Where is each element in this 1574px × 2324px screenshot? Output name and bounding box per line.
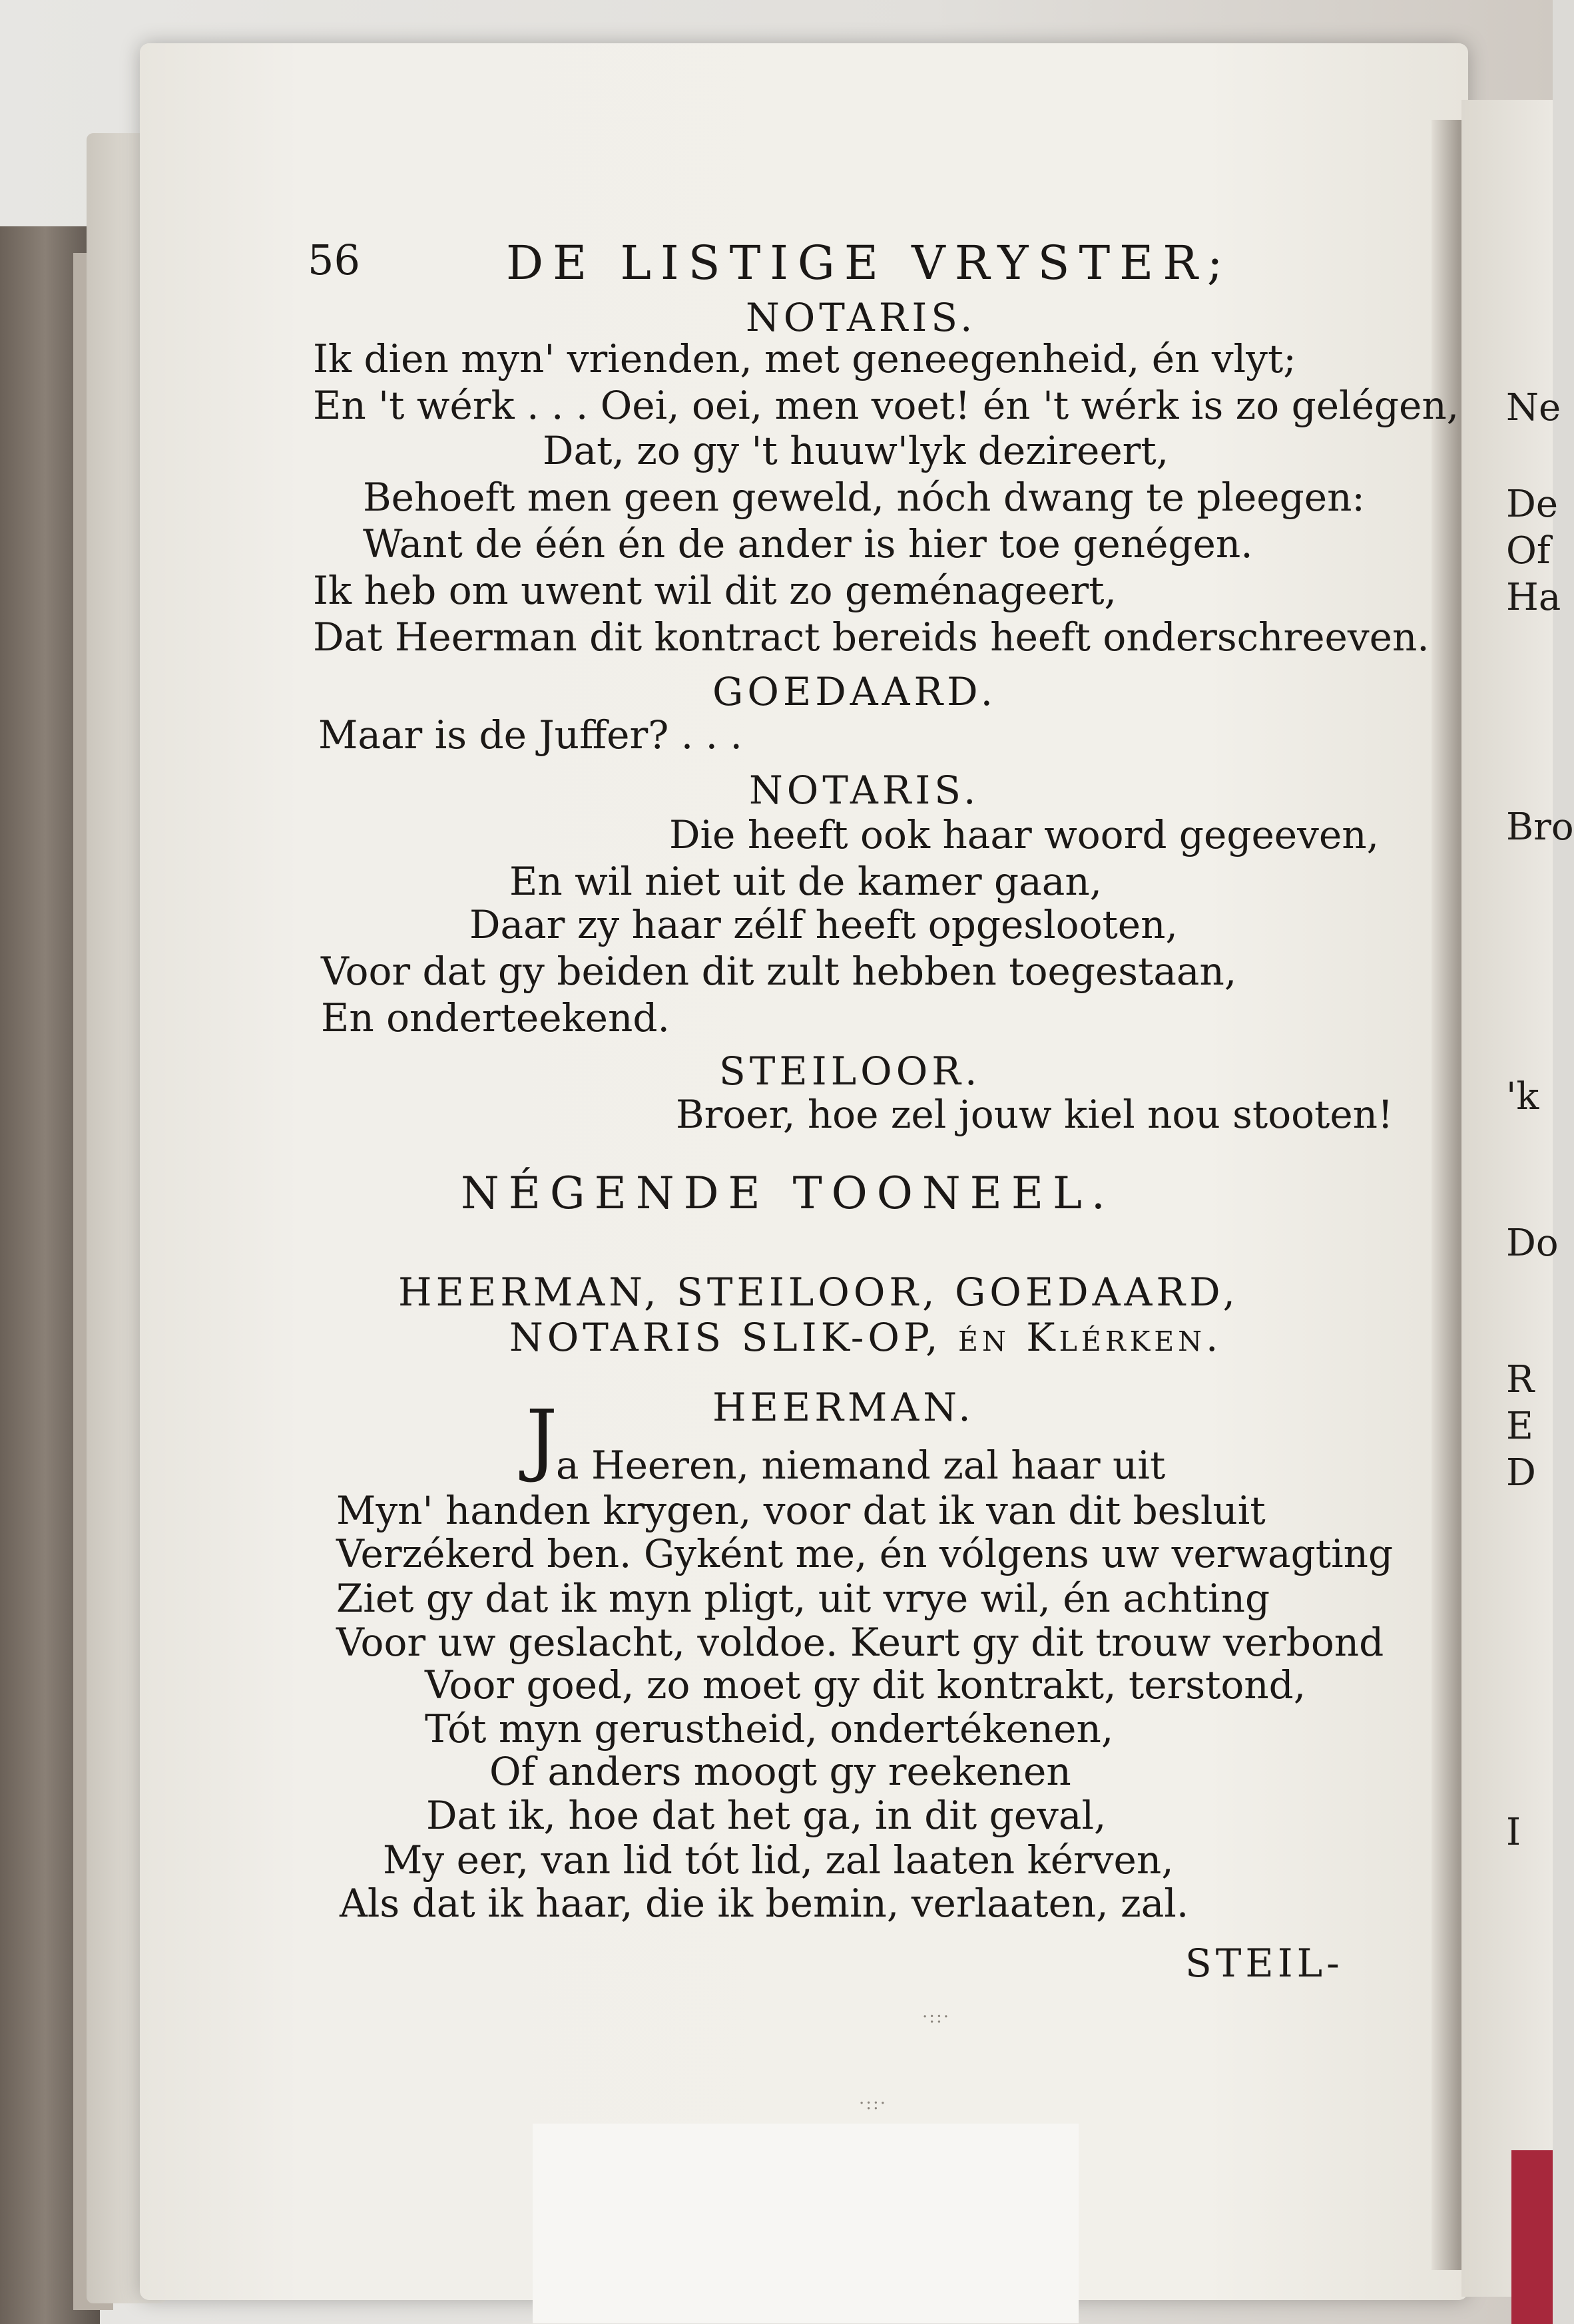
verse-line: Of anders moogt gy reekenen	[489, 1749, 1071, 1794]
speaker-label: GOEDAARD.	[712, 669, 997, 714]
verse-line: Voor uw geslacht, voldoe. Keurt gy dit trouw verbond	[336, 1620, 1384, 1665]
verse-line: Ik heb om uwent wil dit zo geménageert,	[313, 568, 1117, 613]
facing-fragment: R	[1506, 1358, 1535, 1401]
verse-line: Ik dien myn' vrienden, met geneegenheid, én vlyt;	[313, 336, 1296, 381]
catchword: STEIL-	[1185, 1941, 1344, 1986]
speaker-label: NOTARIS.	[746, 295, 977, 340]
verse-line: Daar zy haar zélf heeft opgeslooten,	[469, 902, 1178, 947]
facing-fragment: E	[1506, 1405, 1533, 1448]
facing-fragment: I	[1506, 1811, 1521, 1854]
ornament-mark: ·::·	[859, 2094, 888, 2114]
verse-line: En wil niet uit de kamer gaan,	[509, 859, 1103, 904]
verse-line: En onderteekend.	[321, 995, 670, 1041]
verse-line: a Heeren, niemand zal haar uit	[556, 1443, 1166, 1488]
verse-line: Myn' handen krygen, voor dat ik van dit besluit	[336, 1488, 1266, 1533]
verse-line: Broer, hoe zel jouw kiel nou stooten!	[676, 1092, 1394, 1137]
facing-fragment: De	[1506, 483, 1559, 526]
speaker-label: HEERMAN.	[712, 1385, 975, 1430]
ornament-mark: ·::·	[922, 2007, 951, 2027]
running-head: DE LISTIGE VRYSTER;	[506, 236, 1232, 290]
verse-line: Behoeft men geen geweld, nóch dwang te pleegen:	[363, 475, 1365, 520]
verse-line: Verzékerd ben. Gyként me, én vólgens uw verwagting	[336, 1531, 1394, 1576]
page-number: 56	[308, 236, 360, 284]
verse-line: Die heeft ook haar woord gegeeven,	[669, 812, 1380, 857]
verse-line: Tót myn gerustheid, ondertékenen,	[425, 1706, 1114, 1751]
verse-line: Als dat ik haar, die ik bemin, verlaaten, zal.	[340, 1881, 1189, 1926]
speaker-label: STEILOOR.	[719, 1048, 981, 1094]
speaker-label: NOTARIS.	[749, 768, 980, 813]
drop-cap: J	[526, 1393, 558, 1485]
facing-fragment: 'k	[1506, 1075, 1539, 1118]
facing-fragment: D	[1506, 1451, 1536, 1495]
verse-line: En 't wérk . . . Oei, oei, men voet! én 't wérk is zo gelégen,	[313, 383, 1459, 428]
verse-line: Dat, zo gy 't huuw'lyk dezireert,	[543, 428, 1169, 473]
facing-fragment: Bro	[1506, 806, 1574, 849]
facing-fragment: Of	[1506, 529, 1551, 573]
verse-line: Want de één én de ander is hier toe genégen.	[363, 521, 1253, 567]
verse-line: Dat ik, hoe dat het ga, in dit geval,	[426, 1793, 1107, 1838]
verse-line: Ziet gy dat ik myn pligt, uit vrye wil, én achting	[336, 1576, 1270, 1621]
verse-line: Dat Heerman dit kontract bereids heeft onderschreeven.	[313, 614, 1430, 660]
scene-heading: NÉGENDE TOONEEL.	[461, 1168, 1115, 1219]
cast-list: NOTARIS SLIK-OP, én Klérken.	[509, 1315, 1222, 1360]
facing-fragment: Ha	[1506, 576, 1561, 619]
facing-fragment: Ne	[1506, 386, 1561, 429]
cast-list: HEERMAN, STEILOOR, GOEDAARD,	[398, 1270, 1239, 1315]
facing-fragment: Do	[1506, 1222, 1559, 1265]
verse-line: Maar is de Juffer? . . .	[318, 712, 742, 758]
verse-line: Voor dat gy beiden dit zult hebben toegestaan,	[321, 949, 1237, 994]
verse-line: My eer, van lid tót lid, zal laaten kérven,	[383, 1837, 1174, 1883]
verse-line: Voor goed, zo moet gy dit kontrakt, terstond,	[425, 1662, 1306, 1708]
